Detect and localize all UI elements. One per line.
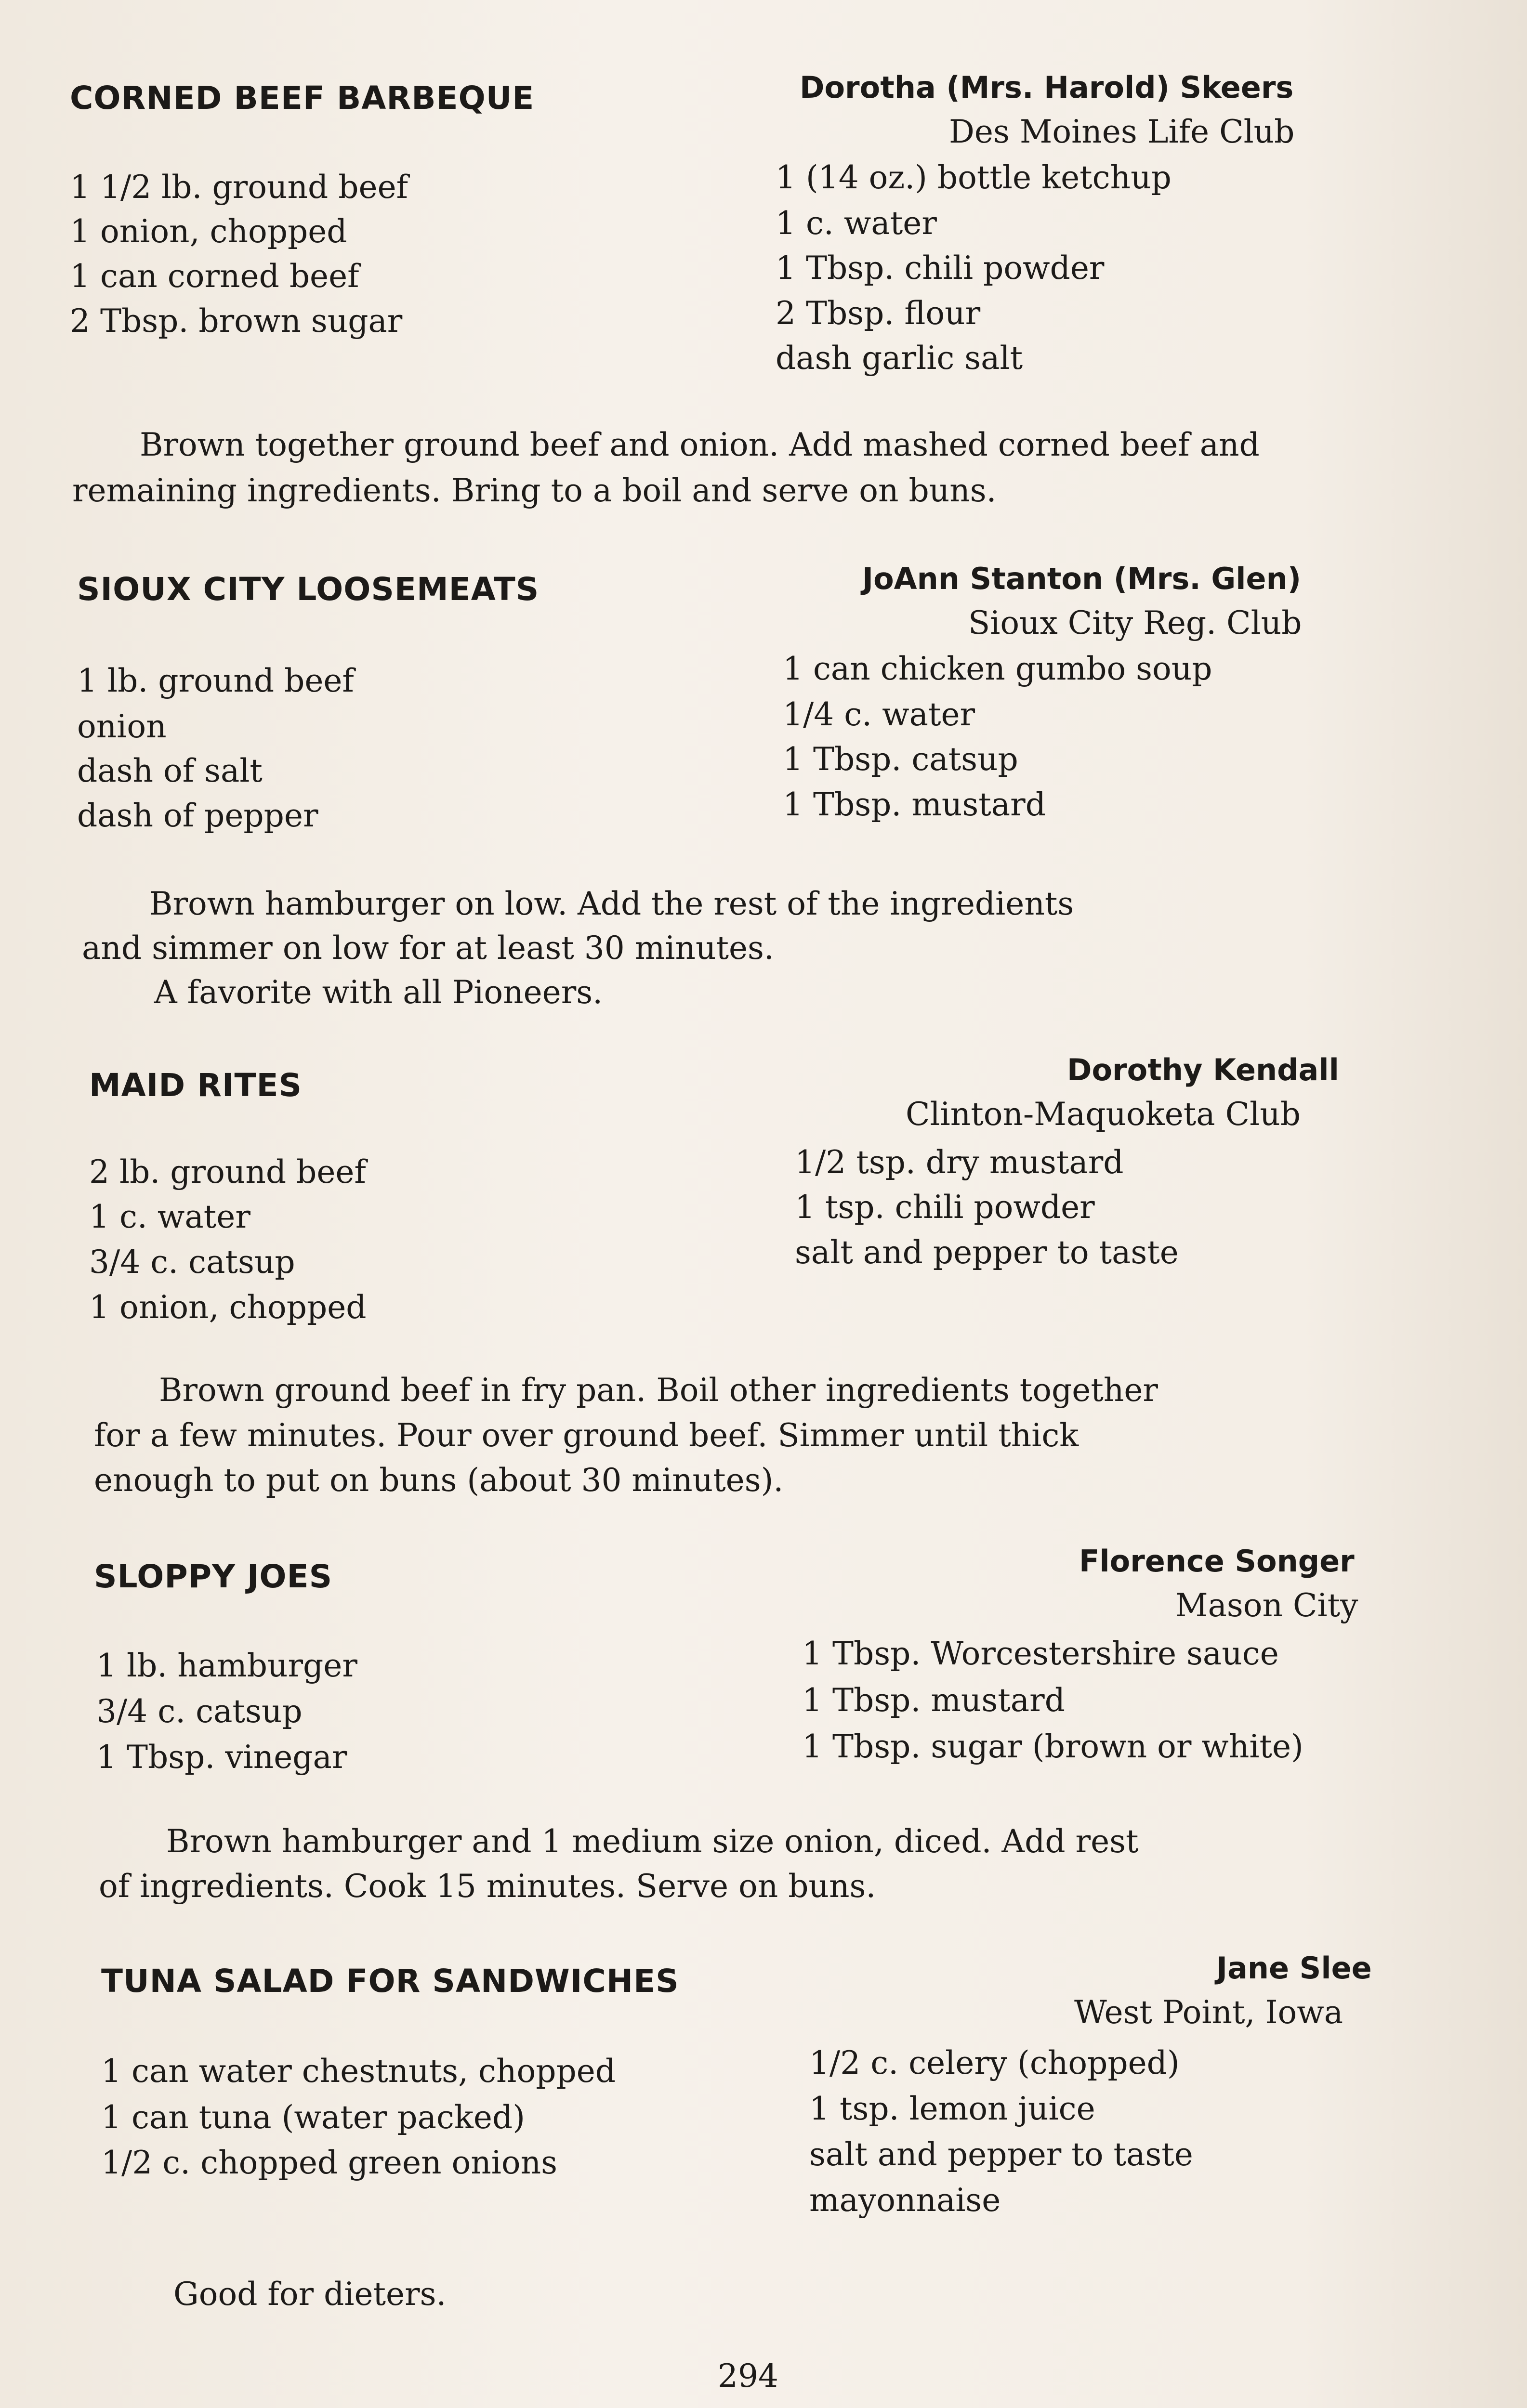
ingredient: 1 Tbsp. mustard xyxy=(802,1682,1065,1719)
ingredient: 2 Tbsp. brown sugar xyxy=(70,302,403,340)
ingredient: 1 1/2 lb. ground beef xyxy=(70,169,408,206)
ingredient: 1 c. water xyxy=(776,205,937,242)
ingredient: 1 (14 oz.) bottle ketchup xyxy=(776,159,1172,196)
recipe-club: Sioux City Reg. Club xyxy=(968,604,1302,641)
direction-line: of ingredients. Cook 15 minutes. Serve on buns. xyxy=(99,1868,876,1905)
ingredient: dash garlic salt xyxy=(776,340,1023,377)
ingredient: 2 Tbsp. flour xyxy=(776,295,981,332)
direction-line: Brown hamburger and 1 medium size onion, diced. Add rest xyxy=(166,1823,1139,1860)
recipe-title: CORNED BEEF BARBEQUE xyxy=(70,79,535,117)
ingredient: dash of pepper xyxy=(77,797,318,834)
recipe-author: Florence Songer xyxy=(1079,1544,1355,1579)
recipe-title: TUNA SALAD FOR SANDWICHES xyxy=(101,1963,679,2000)
ingredient: salt and pepper to taste xyxy=(795,1234,1179,1271)
ingredient: 1 Tbsp. chili powder xyxy=(776,249,1105,287)
direction-line: Brown hamburger on low. Add the rest of the ingredients xyxy=(149,885,1074,922)
direction-line: A favorite with all Pioneers. xyxy=(154,974,603,1011)
ingredient: salt and pepper to taste xyxy=(809,2136,1193,2173)
ingredient: onion xyxy=(77,708,167,745)
direction-line: and simmer on low for at least 30 minutes. xyxy=(82,929,774,967)
ingredient: 1 Tbsp. vinegar xyxy=(96,1739,347,1776)
ingredient: 3/4 c. catsup xyxy=(89,1243,295,1281)
recipe-club: West Point, Iowa xyxy=(1074,1994,1343,2031)
ingredient: 1 can water chestnuts, chopped xyxy=(101,2053,616,2090)
ingredient: 1 tsp. chili powder xyxy=(795,1189,1095,1226)
recipe-author: Dorotha (Mrs. Harold) Skeers xyxy=(800,70,1294,105)
ingredient: 1 c. water xyxy=(89,1198,250,1235)
ingredient: 1 lb. hamburger xyxy=(96,1647,357,1684)
ingredient: 1 can corned beef xyxy=(70,258,359,295)
direction-line: for a few minutes. Pour over ground beef. Simmer until thick xyxy=(94,1417,1079,1454)
recipe-author: JoAnn Stanton (Mrs. Glen) xyxy=(862,561,1302,596)
recipe-title: SIOUX CITY LOOSEMEATS xyxy=(77,571,540,608)
recipe-title: SLOPPY JOES xyxy=(94,1558,333,1595)
recipe-author: Jane Slee xyxy=(1216,1950,1372,1986)
recipe-title: MAID RITES xyxy=(89,1067,303,1104)
recipe-club: Clinton-Maquoketa Club xyxy=(906,1096,1301,1133)
direction-line: Good for dieters. xyxy=(173,2276,447,2313)
ingredient: 1 onion, chopped xyxy=(70,213,347,250)
ingredient: mayonnaise xyxy=(809,2182,1001,2219)
ingredient: 1 Tbsp. sugar (brown or white) xyxy=(802,1728,1303,1765)
recipe-author: Dorothy Kendall xyxy=(1067,1052,1339,1087)
ingredient: 1/2 c. celery (chopped) xyxy=(809,2044,1180,2081)
direction-line: Brown ground beef in fry pan. Boil other ingredients together xyxy=(159,1372,1158,1409)
page-number: 294 xyxy=(718,2357,778,2395)
ingredient: 1 can tuna (water packed) xyxy=(101,2099,525,2136)
recipe-club: Mason City xyxy=(1175,1587,1358,1624)
direction-line: enough to put on buns (about 30 minutes). xyxy=(94,1462,784,1499)
ingredient: 1 tsp. lemon juice xyxy=(809,2090,1095,2127)
ingredient: dash of salt xyxy=(77,752,263,789)
ingredient: 1 can chicken gumbo soup xyxy=(783,650,1212,687)
ingredient: 3/4 c. catsup xyxy=(96,1693,303,1730)
ingredient: 1 onion, chopped xyxy=(89,1289,367,1326)
ingredient: 1 lb. ground beef xyxy=(77,662,354,699)
ingredient: 1/2 c. chopped green onions xyxy=(101,2144,557,2181)
recipe-club: Des Moines Life Club xyxy=(949,113,1295,150)
ingredient: 2 lb. ground beef xyxy=(89,1153,366,1191)
ingredient: 1 Tbsp. Worcestershire sauce xyxy=(802,1635,1279,1672)
direction-line: remaining ingredients. Bring to a boil and serve on buns. xyxy=(72,472,997,509)
ingredient: 1/2 tsp. dry mustard xyxy=(795,1144,1124,1181)
ingredient: 1 Tbsp. mustard xyxy=(783,786,1046,823)
ingredient: 1/4 c. water xyxy=(783,696,975,733)
ingredient: 1 Tbsp. catsup xyxy=(783,741,1018,778)
direction-line: Brown together ground beef and onion. Add mashed corned beef and xyxy=(140,426,1260,463)
